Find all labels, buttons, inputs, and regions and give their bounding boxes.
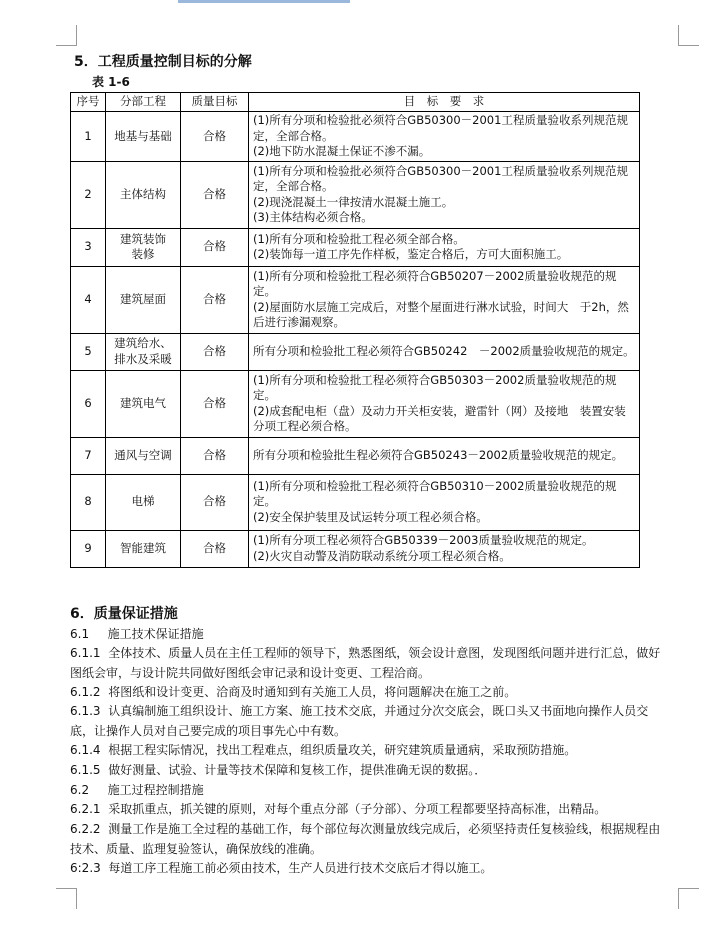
cell-part: 地基与基础 bbox=[106, 112, 181, 162]
table-row bbox=[71, 370, 640, 437]
cell-no: 9 bbox=[71, 530, 106, 567]
cell-part: 通风与空调 bbox=[106, 437, 181, 474]
paragraph-number: 6.1.3 bbox=[70, 704, 101, 718]
paragraph-number: 6.2 bbox=[70, 783, 90, 797]
paragraph bbox=[70, 859, 662, 879]
table-row bbox=[71, 112, 640, 162]
paragraph bbox=[70, 702, 662, 741]
table-row bbox=[71, 474, 640, 530]
cell-no: 7 bbox=[71, 437, 106, 474]
cell-part: 主体结构 bbox=[106, 161, 181, 228]
requirement-item: (1)所有分项和检验批工程必须符合GB50207－2002质量验收规范的规定。 bbox=[253, 268, 617, 298]
paragraph-text: 做好测量、试验、计量等技术保障和复核工作，提供准确无误的数据。． bbox=[108, 763, 487, 777]
cell-part: 智能建筑 bbox=[106, 530, 181, 567]
paragraph-number: 6.1.4 bbox=[70, 743, 101, 757]
requirement-item: (2)成套配电柜（盘）及动力开关柜安装，避雷针（网）及接地 装置安装分项工程必须合格。 bbox=[253, 403, 626, 433]
cell-part: 建筑屋面 bbox=[106, 266, 181, 333]
paragraph-text: 全体技术、质量人员在主任工程师的领导下，熟悉图纸，领会设计意图，发现图纸问题并进行汇总，做好图纸会审，与设计院共同做好图纸会审记录和设计变更、工程洽商。 bbox=[70, 646, 661, 680]
section-6-title: 6．质量保证措施 bbox=[70, 606, 178, 622]
requirement-item: (1)所有分项工程必须符合GB50339－2003质量验收规范的规定。 bbox=[253, 533, 594, 547]
requirement-item: (2)火灾自动警及消防联动系统分项工程必须合格。 bbox=[253, 548, 511, 563]
paragraph bbox=[70, 781, 662, 801]
cell-target: 合格 bbox=[181, 437, 249, 474]
cell-no: 1 bbox=[71, 112, 106, 162]
paragraph-number: 6.2.2 bbox=[70, 822, 101, 836]
cell-target: 合格 bbox=[181, 370, 249, 437]
table-row bbox=[71, 228, 640, 266]
paragraph bbox=[70, 644, 662, 683]
paragraph-number: 6.1.1 bbox=[70, 646, 101, 660]
requirement-item: (2)现浇混凝土一律按清水混凝土施工。 bbox=[253, 194, 454, 209]
table-label: 表 1-6 bbox=[92, 75, 130, 89]
requirement-item: (1)所有分项和检验批必须符合GB50300－2001工程质量验收系列规范规定，全部合格。 bbox=[253, 113, 628, 143]
cell-part: 建筑电气 bbox=[106, 370, 181, 437]
cell-target: 合格 bbox=[181, 474, 249, 530]
header-part: 分部工程 bbox=[106, 93, 181, 112]
cell-target: 合格 bbox=[181, 161, 249, 228]
cell-requirement bbox=[249, 161, 640, 228]
requirement-item: (2)地下防水混凝土保证不渗不漏。 bbox=[253, 144, 431, 158]
cell-no: 4 bbox=[71, 266, 106, 333]
cell-target: 合格 bbox=[181, 266, 249, 333]
cell-target: 合格 bbox=[181, 228, 249, 266]
paragraph bbox=[70, 683, 662, 703]
page-corner-mark-top-right bbox=[678, 25, 699, 46]
paragraph-text: 认真编制施工组织设计、施工方案、施工技术交底，并通过分次交底会，既口头又书面地向操作人员交底，让操作人员对自己要完成的项目事先心中有数。 bbox=[70, 704, 649, 738]
paragraph-text: 施工过程控制措施 bbox=[107, 783, 204, 797]
requirement-item: 所有分项和检验批工程必须符合GB50242 －2002质量验收规范的规定。 bbox=[253, 343, 635, 358]
requirement-item: (2)装饰每一道工序先作样板，鉴定合格后，方可大面积施工。 bbox=[253, 247, 569, 261]
cell-no: 6 bbox=[71, 370, 106, 437]
requirement-item: (1)所有分项和检验批必须符合GB50300－2001工程质量验收系列规范规定，全部合格。 bbox=[253, 163, 628, 193]
cell-no: 5 bbox=[71, 333, 106, 370]
paragraph-text: 施工技术保证措施 bbox=[107, 627, 204, 641]
cell-target: 合格 bbox=[181, 333, 249, 370]
paragraph-number: 6.2.1 bbox=[70, 802, 101, 816]
cell-requirement bbox=[249, 530, 640, 567]
paragraph bbox=[70, 820, 662, 859]
paragraph-number: 6.1 bbox=[70, 627, 90, 641]
paragraph-number: 6.1.5 bbox=[70, 763, 101, 777]
cell-no: 8 bbox=[71, 474, 106, 530]
table-row bbox=[71, 161, 640, 228]
paragraph-text: 将图纸和设计变更、洽商及时通知到有关施工人员，将问题解决在施工之前。 bbox=[108, 685, 517, 699]
table-header-row bbox=[71, 93, 640, 112]
page-corner-mark-top-left bbox=[56, 25, 77, 46]
header-requirement: 目 标 要 求 bbox=[249, 93, 640, 112]
quality-target-table bbox=[70, 92, 640, 568]
paragraph-text: 根据工程实际情况，找出工程难点，组织质量攻关，研究建筑质量通病，采取预防措施。 bbox=[108, 743, 577, 757]
paragraph-number: 6.1.2 bbox=[70, 685, 101, 699]
requirement-item: (3)主体结构必须合格。 bbox=[253, 210, 373, 224]
table-row bbox=[71, 437, 640, 474]
table-row bbox=[71, 530, 640, 567]
cell-target: 合格 bbox=[181, 530, 249, 567]
cell-requirement bbox=[249, 266, 640, 333]
cell-requirement bbox=[249, 228, 640, 266]
top-accent-bar bbox=[178, 0, 350, 3]
table-row bbox=[71, 333, 640, 370]
table-row bbox=[71, 266, 640, 333]
page-corner-mark-bottom-left bbox=[56, 888, 77, 909]
requirement-item: (1)所有分项和检验批工程必须全部合格。 bbox=[253, 231, 465, 246]
requirement-item: (1)所有分项和检验批工程必须符合GB50303－2002质量验收规范的规定。 bbox=[253, 372, 617, 402]
paragraph-text: 采取抓重点，抓关键的原则，对每个重点分部（子分部）、分项工程都要坚持高标准，出精品。 bbox=[108, 802, 607, 816]
paragraph bbox=[70, 761, 662, 781]
header-target: 质量目标 bbox=[181, 93, 249, 112]
requirement-item: (1)所有分项和检验批工程必须符合GB50310－2002质量验收规范的规定。 bbox=[253, 478, 617, 509]
paragraph bbox=[70, 741, 662, 761]
section-5-title: 5．工程质量控制目标的分解 bbox=[74, 54, 252, 70]
paragraph bbox=[70, 800, 662, 820]
cell-no: 3 bbox=[71, 228, 106, 266]
page-corner-mark-bottom-right bbox=[678, 888, 699, 909]
cell-part: 建筑装饰装修 bbox=[106, 228, 181, 266]
cell-part: 电梯 bbox=[106, 474, 181, 530]
cell-requirement bbox=[249, 333, 640, 370]
cell-requirement bbox=[249, 112, 640, 162]
cell-target: 合格 bbox=[181, 112, 249, 162]
paragraph-number: 6:2.3 bbox=[70, 861, 101, 875]
paragraph-text: 测量工作是施工全过程的基础工作，每个部位每次测量放线完成后，必须坚持责任复核验线，根据规程由技术、质量、监理复验签认，确保放线的准确。 bbox=[70, 822, 661, 856]
header-no: 序号 bbox=[71, 93, 106, 112]
cell-no: 2 bbox=[71, 161, 106, 228]
requirement-item: (2)屋面防水层施工完成后，对整个屋面进行淋水试验，时间大 于2h，然后进行渗漏观察。 bbox=[253, 299, 629, 329]
requirement-item: 所有分项和检验批生程必须符合GB50243－2002质量验收规范的规定。 bbox=[253, 447, 624, 462]
cell-requirement bbox=[249, 474, 640, 530]
paragraph bbox=[70, 625, 662, 645]
cell-part: 建筑给水、排水及采暖 bbox=[106, 333, 181, 370]
paragraph-text: 每道工序工程施工前必须由技术，生产人员进行技术交底后才得以施工。 bbox=[108, 861, 493, 875]
requirement-item: (2)安全保护装里及试运转分项工程必须合格。 bbox=[253, 509, 488, 524]
cell-requirement bbox=[249, 437, 640, 474]
cell-requirement bbox=[249, 370, 640, 437]
